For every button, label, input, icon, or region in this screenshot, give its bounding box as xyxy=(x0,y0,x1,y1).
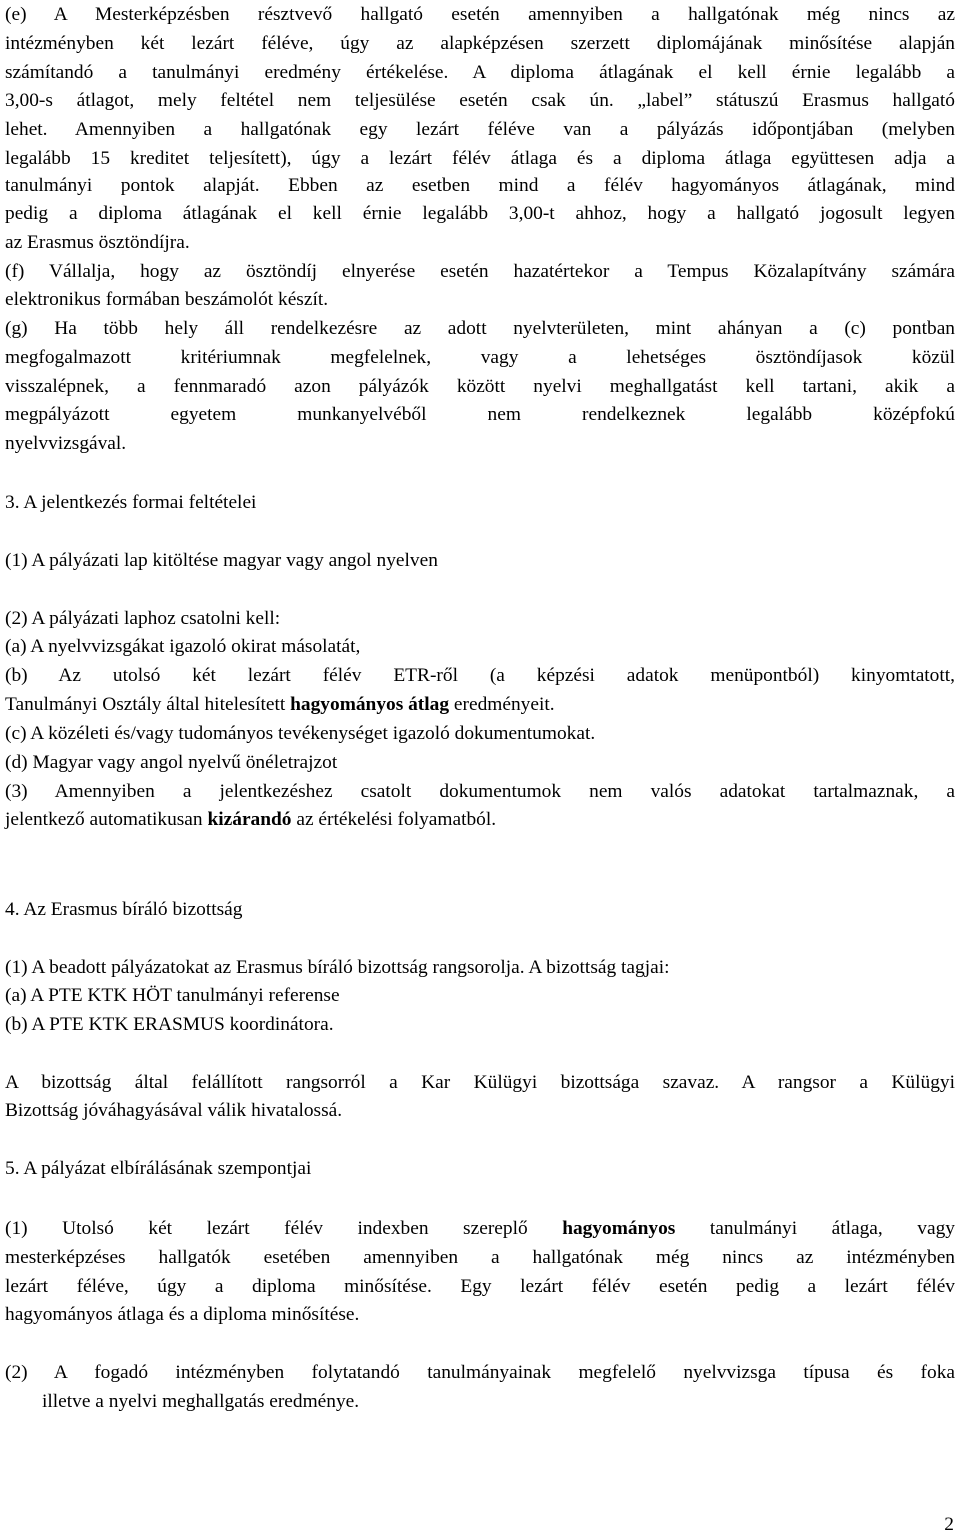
text-span: (1) Utolsó két lezárt félév indexben szereplő xyxy=(5,1218,563,1239)
section-heading-3: 3. A jelentkezés formai feltételei xyxy=(5,492,257,513)
text-line: (a) A nyelvvizsgákat igazoló okirat másolatát, xyxy=(5,636,361,657)
text-line: tanulmányi pontok alapját. Ebben az esetben mind a félév hagyományos átlagának, mind xyxy=(5,175,955,196)
text-span: az értékelési folyamatból. xyxy=(291,809,497,830)
text-line: megpályázott egyetem munkanyelvéből nem rendelkeznek legalább középfokú xyxy=(5,404,955,425)
text-line: (b) Az utolsó két lezárt félév ETR-ről (a képzési adatok menüpontból) kinyomtatott, xyxy=(5,665,955,686)
text-line: visszalépnek, a fennmaradó azon pályázók között nyelvi meghallgatást kell tartani, akik a xyxy=(5,376,955,397)
text-line: számítandó a tanulmányi eredmény értékelése. A diploma átlagának el kell érnie legalább a xyxy=(5,62,955,83)
text-line xyxy=(5,805,955,834)
text-line: (e) A Mesterképzésben résztvevő hallgató esetén amennyiben a hallgatónak még nincs az xyxy=(5,4,955,25)
text-line: (1) A pályázati lap kitöltése magyar vagy angol nyelven xyxy=(5,550,438,571)
text-line: (g) Ha több hely áll rendelkezésre az adott nyelvterületen, mint ahányan a (c) pontban xyxy=(5,318,955,339)
text-line: lehet. Amennyiben a hallgatónak egy lezárt féléve van a pályázás időpontjában (melyben xyxy=(5,119,955,140)
text-line: nyelvvizsgával. xyxy=(5,433,127,454)
section-heading-5: 5. A pályázat elbírálásának szempontjai xyxy=(5,1158,312,1179)
text-span: tanulmányi átlaga, vagy xyxy=(675,1218,955,1239)
text-span: jelentkező automatikusan xyxy=(5,809,208,830)
page-number: 2 xyxy=(944,1514,954,1535)
text-line: Bizottság jóváhagyásával válik hivatalossá. xyxy=(5,1100,343,1121)
text-line: hagyományos átlaga és a diploma minősítése. xyxy=(5,1304,360,1325)
text-span: eredményeit. xyxy=(449,694,555,715)
text-line: pedig a diploma átlagának el kell érnie legalább 3,00-t ahhoz, hogy a hallgató jogosult legyen xyxy=(5,203,955,224)
text-line: intézményben két lezárt féléve, úgy az alapképzésen szerzett diplomájának minősítése alapján xyxy=(5,33,955,54)
text-line xyxy=(5,1214,955,1243)
text-line: az Erasmus ösztöndíjra. xyxy=(5,232,190,253)
text-line: mesterképzéses hallgatók esetében amennyiben a hallgatónak még nincs az intézményben xyxy=(5,1247,955,1268)
text-line: (d) Magyar vagy angol nyelvű önéletrajzot xyxy=(5,752,338,773)
text-line xyxy=(5,690,955,719)
text-line: (a) A PTE KTK HÖT tanulmányi referense xyxy=(5,985,340,1006)
text-line: (3) Amennyiben a jelentkezéshez csatolt dokumentumok nem valós adatokat tartalmaznak, a xyxy=(5,781,955,802)
text-line: (2) A pályázati laphoz csatolni kell: xyxy=(5,608,281,629)
section-heading-4: 4. Az Erasmus bíráló bizottság xyxy=(5,899,243,920)
text-line: legalább 15 kreditet teljesített), úgy a lezárt félév átlaga és a diploma átlaga együttesen adja a xyxy=(5,148,955,169)
text-span: Tanulmányi Osztály által hitelesített xyxy=(5,694,291,715)
text-line: (2) A fogadó intézményben folytatandó tanulmányainak megfelelő nyelvvizsga típusa és foka xyxy=(5,1362,955,1383)
text-line: illetve a nyelvi meghallgatás eredménye. xyxy=(42,1391,360,1412)
text-line: elektronikus formában beszámolót készít. xyxy=(5,289,329,310)
text-line: (b) A PTE KTK ERASMUS koordinátora. xyxy=(5,1014,334,1035)
text-line: (c) A közéleti és/vagy tudományos tevékenységet igazoló dokumentumokat. xyxy=(5,723,596,744)
text-line: A bizottság által felállított rangsorról a Kar Külügyi bizottsága szavaz. A rangsor a Külügyi xyxy=(5,1072,955,1093)
bold-text: hagyományos átlag xyxy=(290,694,450,715)
bold-text: kizárandó xyxy=(207,809,292,830)
text-line: (1) A beadott pályázatokat az Erasmus bíráló bizottság rangsorolja. A bizottság tagjai: xyxy=(5,957,670,978)
text-line: (f) Vállalja, hogy az ösztöndíj elnyerése esetén hazatértekor a Tempus Közalapítvány számára xyxy=(5,261,955,282)
text-line: 3,00-s átlagot, mely feltétel nem teljesülése esetén csak ún. „label” státuszú Erasmus hallgató xyxy=(5,90,955,111)
bold-text: hagyományos xyxy=(562,1218,676,1239)
text-line: lezárt féléve, úgy a diploma minősítése. Egy lezárt félév esetén pedig a lezárt félév xyxy=(5,1276,955,1297)
text-line: megfogalmazott kritériumnak megfelelnek, vagy a lehetséges ösztöndíjasok közül xyxy=(5,347,955,368)
